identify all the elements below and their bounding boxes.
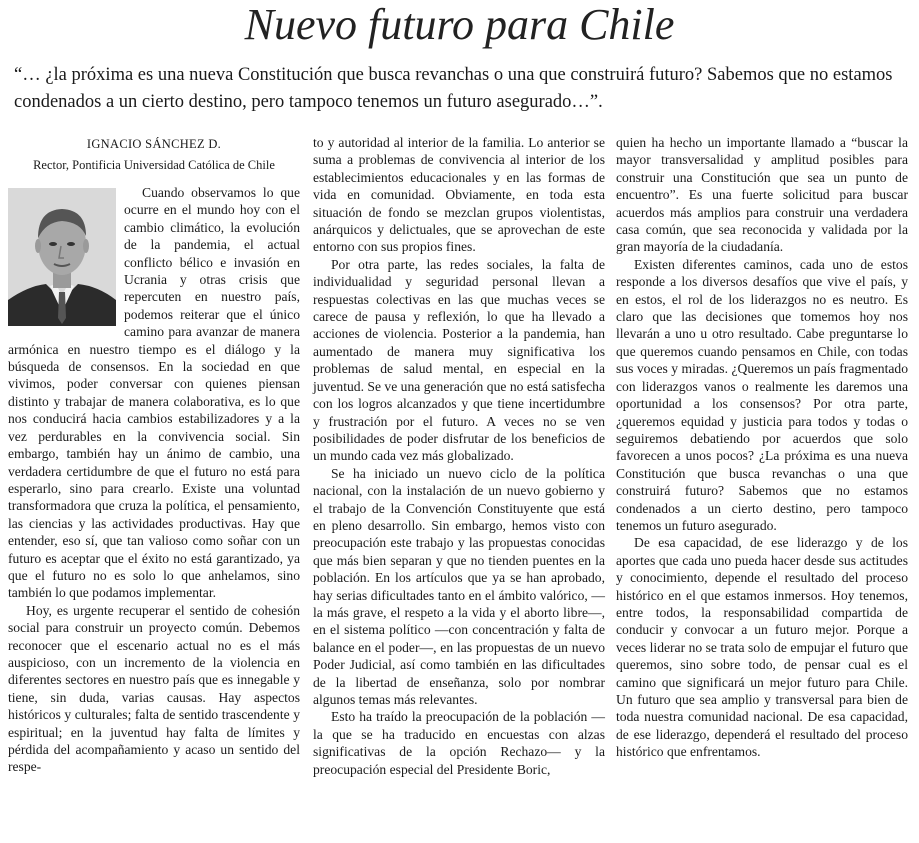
article-paragraph: Existen diferentes caminos, cada uno de estos responde a los diversos desafíos que vive el país, y en estos, el rol de los liderazgos no es neutro. Es claro que las decisiones que tomemos hoy nos llevarán a uno u otro resultado. Cabe preguntarse lo que queremos cuando pensamos en Chile, con todas sus voces y miradas. ¿Queremos un país fragmentado con liderazgos vanos o realmente les daremos una oportunidad a los consensos? Por otra parte, ¿queremos equidad y justicia para todos y todas o seguiremos debatiendo por acuerdos que solo favorecen a unos pocos? ¿La próxima es una nueva Constitución que busca revanchas o una que construirá futuro? Sabemos que no estamos condenados a un cierto destino, pero tampoco tenemos un futuro asegurado. [616, 256, 908, 533]
author-name: IGNACIO SÁNCHEZ D. [86, 137, 222, 151]
article-paragraph: Se ha iniciado un nuevo ciclo de la política nacional, con la instalación de un nuevo gobierno y el trabajo de la Convención Constituyente que está en pleno desarrollo. Sin embargo, hemos visto con preocupación este trabajo y las propuestas conocidas que más bien separan y que no tienden puentes en la población. En los artículos que ya se han aprobado, hay serias dificultades tanto en el ámbito valórico, —la más grave, el respeto a la vida y el aborto libre—, en el sistema político —con concentración y falta de balance en el poder—, en las propuestas de un nuevo Poder Judicial, así como también en las dificultades de la libertad de enseñanza, solo por nombrar algunos temas más relevantes. [313, 465, 605, 707]
article-paragraph: Esto ha traído la preocupación de la población —la que se ha traducido en encuestas con alzas significativas de la opción Rechazo— y la preocupación especial del Presidente Boric, [313, 709, 605, 777]
author-portrait-icon [8, 188, 116, 326]
article-paragraph: to y autoridad al interior de la familia. Lo anterior se suma a problemas de convivencia al interior de los establecimientos educacionales y en las formas de vida en comunidad. Obviamente, en toda esta situación de fondo se mezclan grupos violentistas, anárquicos y delictuales, que se aprovechan de este entorno con sus propios fines. [313, 135, 605, 255]
article-paragraph: Hoy, es urgente recuperar el sentido de cohesión social para construir un proyecto común. Debemos reconocer que el escenario actual no es el más auspicioso, con un incremento de la violencia en diferentes sectores en nuestro país que es innegable y tiene, sin duda, varias causas. Hay aspectos históricos y culturales; falta de sentido trascendente y espiritual; en la juventud hay falta de límites y pérdida del acompañamiento y acaso un sentido del respe- [8, 602, 300, 775]
article-paragraph [8, 184, 300, 602]
article-deck-quote: “… ¿la próxima es una nueva Constitución que busca revanchas o una que construirá futuro? Sabemos que no estamos condenados a un cierto destino, pero tampoco tenemos un futuro asegurado…”. [14, 65, 893, 112]
article-column-3 [616, 134, 908, 761]
article-column-2 [313, 134, 605, 778]
author-portrait-photo [8, 188, 116, 326]
article-paragraph: Por otra parte, las redes sociales, la falta de individualidad y seguridad personal llevan a respuestas colectivas en las que muchas veces se carece de pausa y reflexión, lo que ha llevado a acciones de violencia. Posterior a la pandemia, han aumentado de manera muy significativa los problemas de salud mental, en especial en la juventud. Se ve una generación que no está satisfecha con los logros alcanzados y que tiene incertidumbre y frustración por el futuro. A veces no se ven posibilidades de poder disfrutar de los beneficios de un mundo cada vez más globalizado. [313, 256, 605, 464]
paragraph-text: Cuando observamos lo que ocurre en el mundo hoy con el cambio climático, la evolución de la pandemia, el actual conflicto bélico e invasión en Ucrania y otras crisis que repercuten en nuestro país, podemos reiterar que el único camino para avanzar de manera armónica en nuestro tiempo es el diálogo y la búsqueda de consensos. En la sociedad en que vivimos, poder conversar con quienes piensan distinto y trabajar de manera colaborativa, es lo que nos conducirá hacia cambios estabilizadores y a la vez perdurables en la convivencia social. Sin embargo, también hay un ánimo de cambio, una verdadera certidumbre de que el futuro no está para esperarlo, sino para crearlo. Existe una voluntad transformadora que cruza la política, el pensamiento, las ciencias y las actividades productivas. Hay que entender, eso sí, que tan valioso como soñar con un futuro es aceptar que el éxito no está garantizado, ya que el futuro no es solo lo que anhelamos, sino también lo que podamos implementar. [8, 185, 300, 601]
article-title: Nuevo futuro para Chile [244, 0, 675, 49]
article-paragraph: De esa capacidad, de ese liderazgo y de los aportes que cada uno pueda hacer desde sus actitudes y conocimiento, depende el resultado del proceso histórico en el que estamos inmersos. Hoy tenemos, entre todos, la responsabilidad compartida de conducir y convocar a un futuro mejor. Porque a veces liderar no se trata solo de empujar el futuro que queremos, sino sobre todo, de pensar cual es el camino que significará un mejor futuro para Chile. Un futuro que sea amplio y transversal para bien de toda nuestra comunidad nacional. De esa capacidad, de ese liderazgo, dependerá el resultado del proceso histórico que enfrentamos. [616, 535, 908, 760]
author-role: Rector, Pontificia Universidad Católica de Chile [33, 158, 275, 172]
article-column-1 [8, 134, 300, 776]
article-paragraph: quien ha hecho un importante llamado a “buscar la mayor transversalidad y amplitud posibles para construir una Constitución que sea un punto de encuentro”. Es una fuerte solicitud para buscar acuerdos más amplios para construir una verdadera casa común, que sea reconocida y validada por la gran mayoría de la ciudadanía. [616, 135, 908, 255]
